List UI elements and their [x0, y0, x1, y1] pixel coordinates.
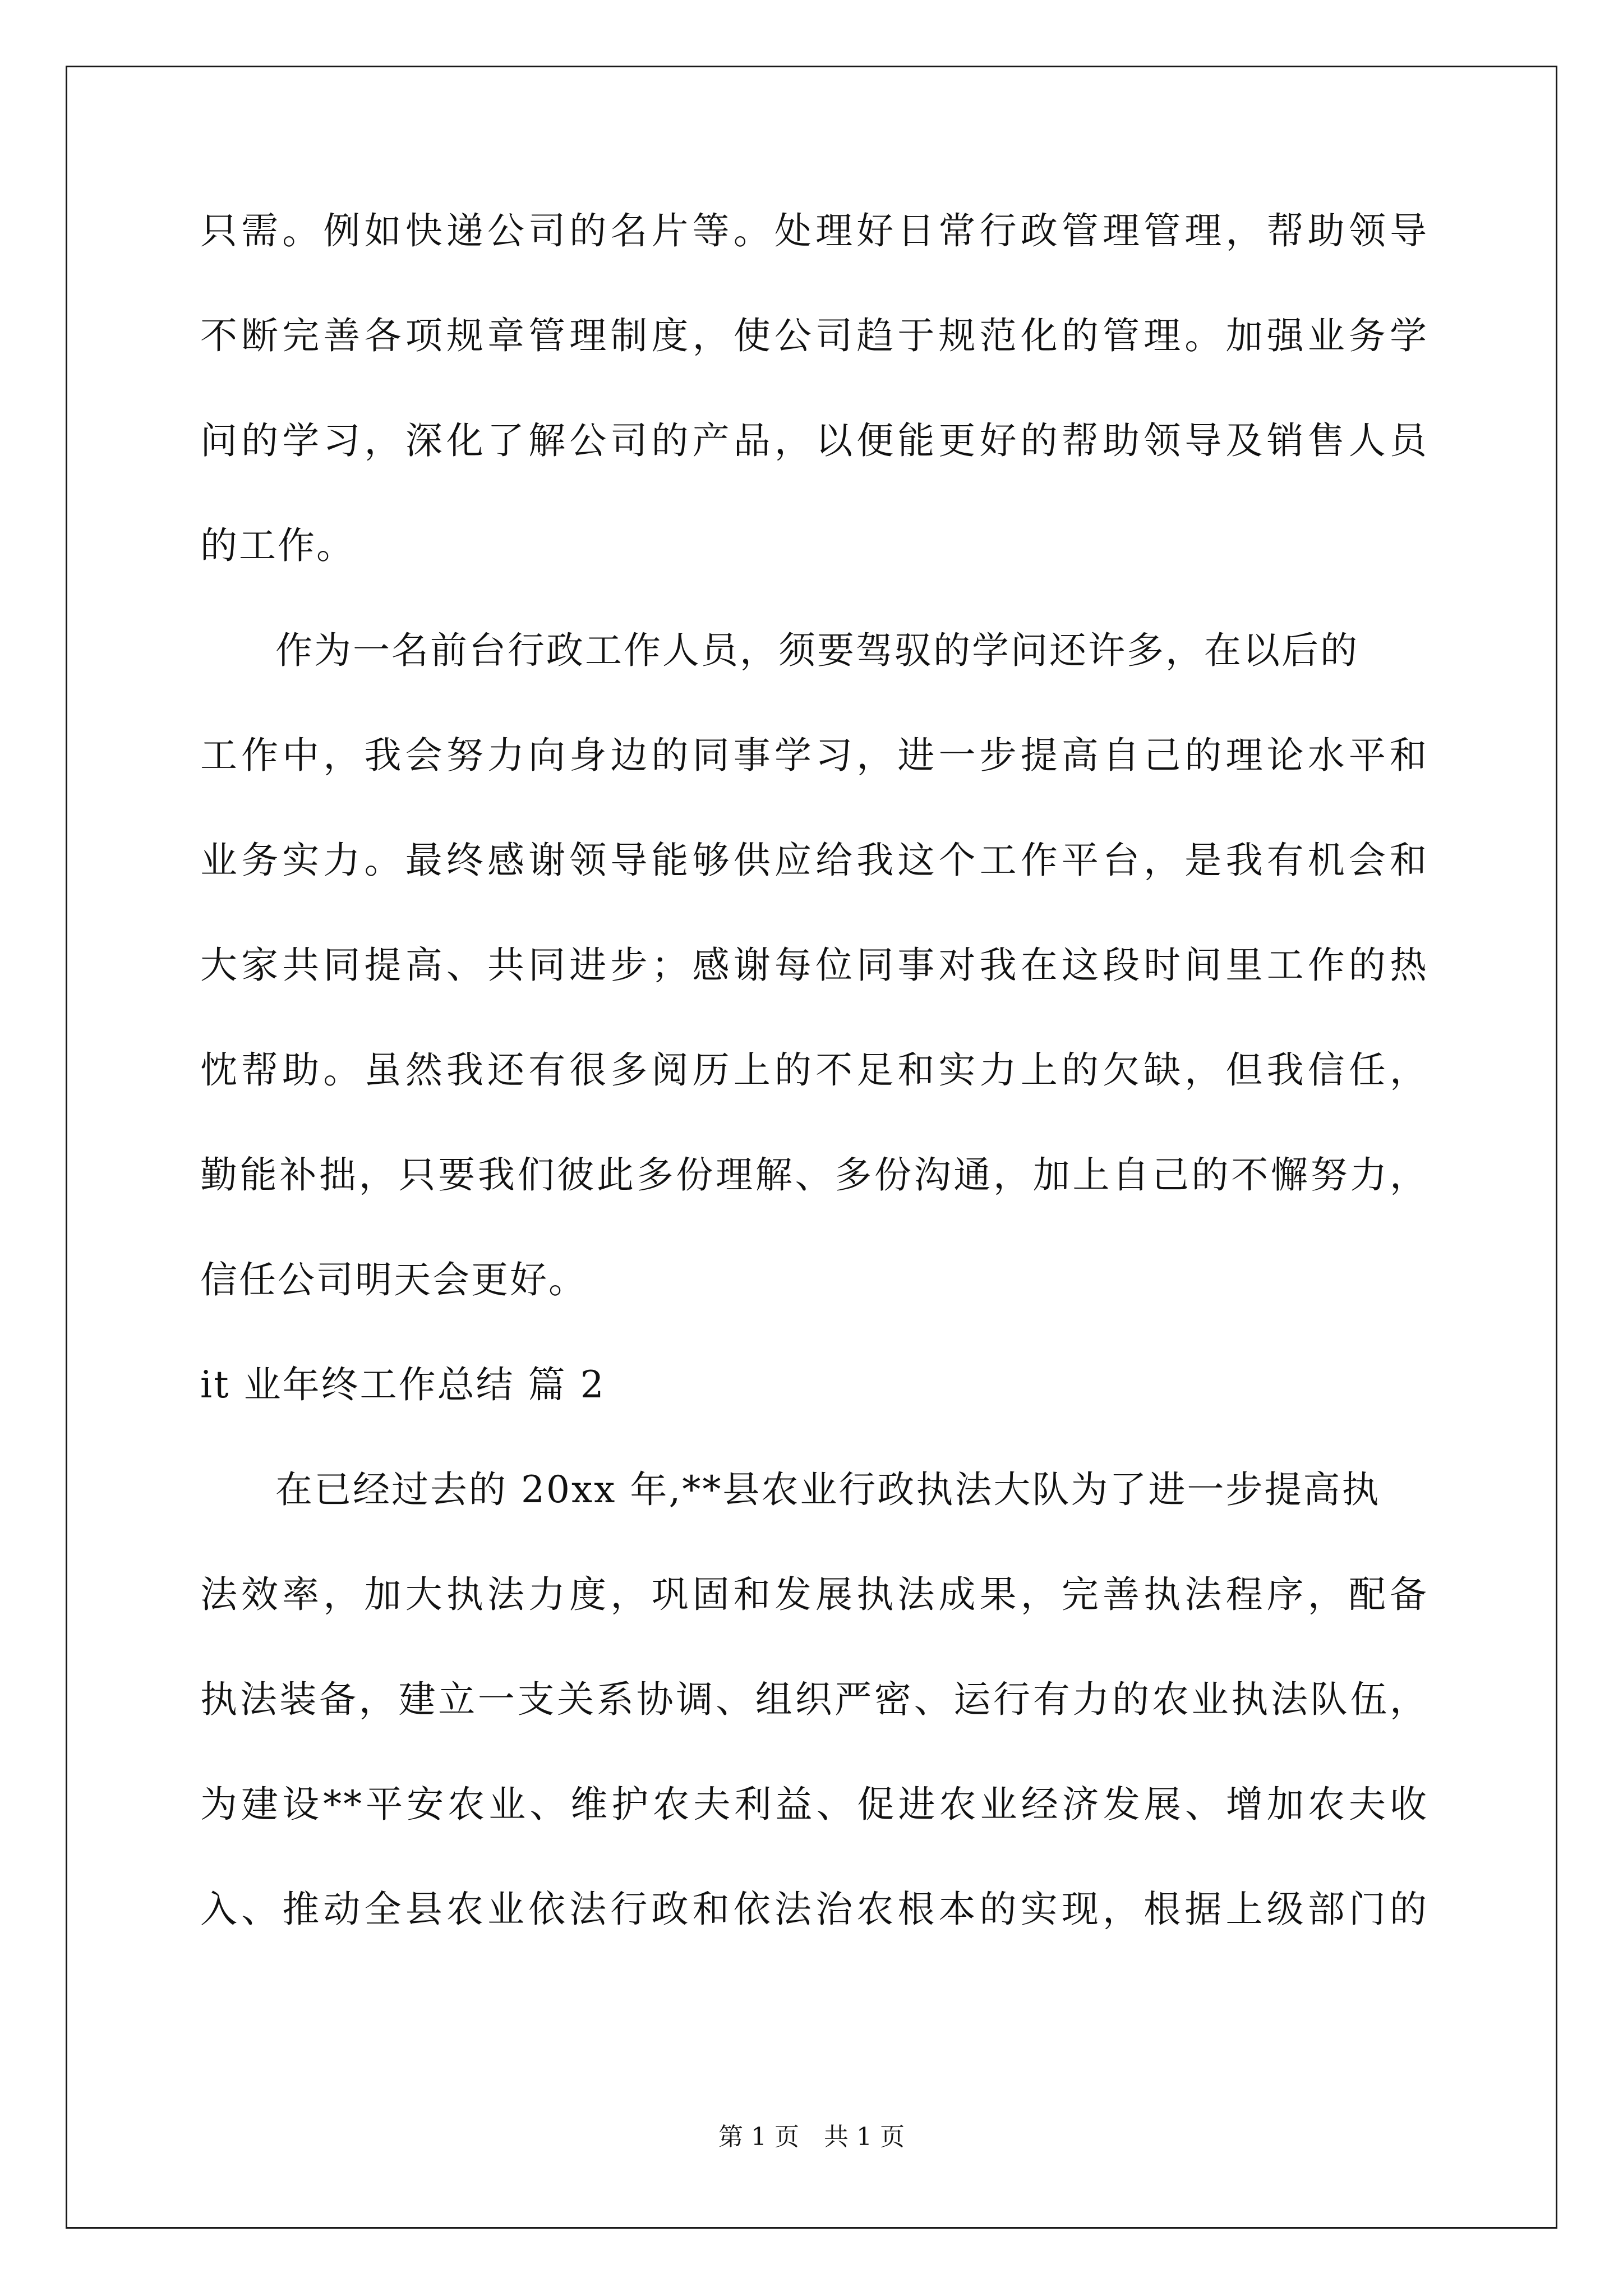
- text-line: 在已经过去的 20xx 年,**县农业行政执法大队为了进一步提高执: [275, 1468, 1381, 1511]
- text-line: 为建设**平安农业、维护农夫利益、促进农业经济发展、增加农夫收: [200, 1783, 1428, 1826]
- text-line: 业务实力。最终感谢领导能够供应给我这个工作平台，是我有机会和: [200, 839, 1428, 882]
- text-line: 勤能补拙，只要我们彼此多份理解、多份沟通，加上自己的不懈努力，: [200, 1153, 1428, 1197]
- text-line: 的工作。: [200, 524, 355, 567]
- text-line: 只需。例如快递公司的名片等。处理好日常行政管理管理，帮助领导: [200, 209, 1428, 252]
- section-heading: it 业年终工作总结 篇 2: [200, 1363, 606, 1406]
- text-line: 执法装备，建立一支关系协调、组织严密、运行有力的农业执法队伍，: [200, 1678, 1428, 1721]
- document-body: [200, 209, 1434, 1992]
- text-line: 大家共同提高、共同进步；感谢每位同事对我在这段时间里工作的热: [200, 944, 1428, 987]
- text-line: 信任公司明天会更好。: [200, 1258, 587, 1301]
- text-line: 入、推动全县农业依法行政和依法治农根本的实现，根据上级部门的: [200, 1888, 1428, 1931]
- text-line: 法效率，加大执法力度，巩固和发展执法成果，完善执法程序，配备: [200, 1573, 1428, 1616]
- text-line: 忱帮助。虽然我还有很多阅历上的不足和实力上的欠缺，但我信任，: [200, 1048, 1428, 1092]
- text-line: 工作中，我会努力向身边的同事学习，进一步提高自己的理论水平和: [200, 734, 1428, 777]
- text-line: 不断完善各项规章管理制度，使公司趋于规范化的管理。加强业务学: [200, 314, 1428, 357]
- page-number-footer: 第 1 页 共 1 页: [718, 2123, 905, 2151]
- text-line: 问的学习，深化了解公司的产品，以便能更好的帮助领导及销售人员: [200, 419, 1428, 462]
- text-line: 作为一名前台行政工作人员，须要驾驭的学问还许多，在以后的: [275, 629, 1359, 672]
